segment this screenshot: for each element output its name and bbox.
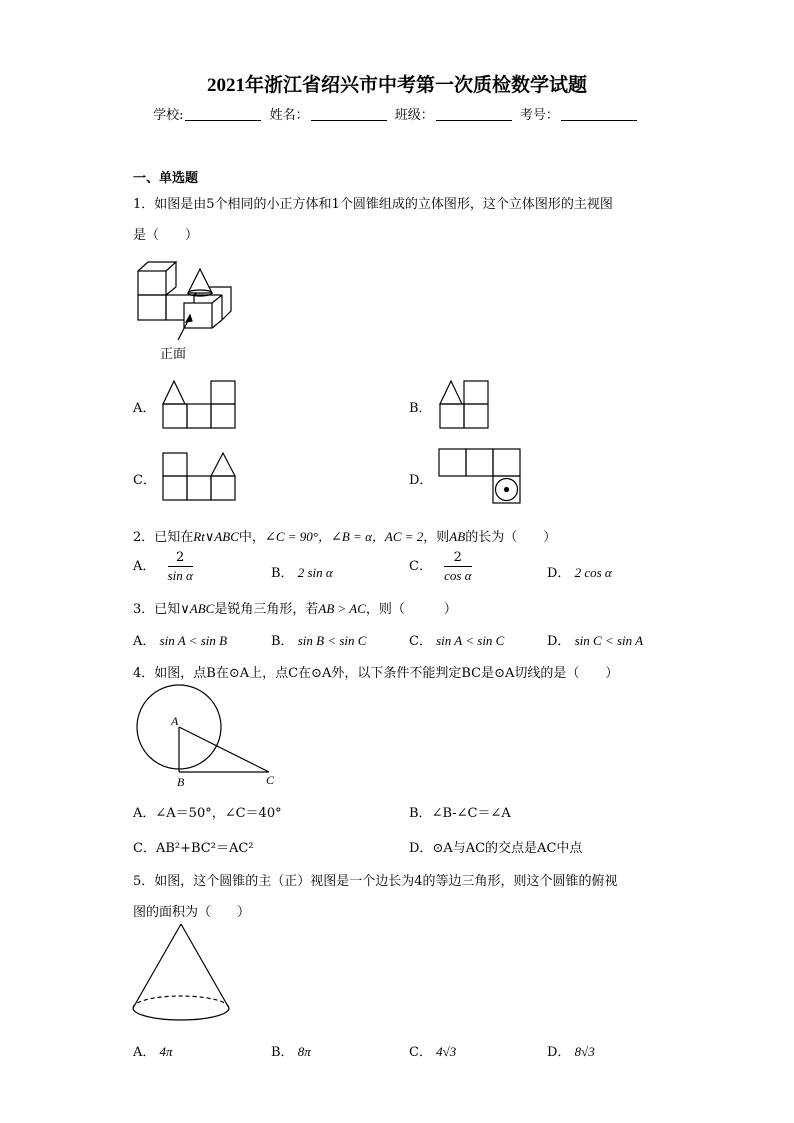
q5-option-a-label: A．	[133, 1045, 156, 1060]
section-heading: 一、单选题	[133, 171, 199, 186]
q2-option-a-num: 2	[168, 549, 193, 567]
q3-text-a: 3．已知	[133, 602, 181, 617]
q1-option-d-figure	[438, 448, 524, 506]
q1-option-d-label[interactable]: D．	[409, 473, 433, 488]
q4-option-b[interactable]	[409, 802, 511, 821]
q5-option-d[interactable]	[547, 1041, 595, 1060]
q3-stem	[133, 598, 457, 617]
q4-label-c: C	[266, 773, 275, 787]
q5-option-c-label: C．	[409, 1045, 432, 1060]
q2-text-b: 中，	[238, 530, 265, 545]
q5-option-b[interactable]	[271, 1041, 311, 1060]
q2-option-a[interactable]	[133, 549, 193, 584]
q5-stem-line1: 5．如图，这个圆锥的主（正）视图是一个边长为4的等边三角形，则这个圆锥的俯视	[133, 874, 618, 889]
q2-condition: ∠C = 90°，∠B = α，AC = 2	[264, 529, 424, 544]
q4-option-c-expr: AB²+BC²＝AC²	[155, 841, 254, 856]
q2-option-a-label: A．	[133, 559, 156, 574]
q1-option-c-label[interactable]: C．	[133, 473, 156, 488]
q2-text-d: 的长为（ ）	[465, 530, 557, 545]
q3-text-c: ，则（ ）	[365, 602, 457, 617]
name-blank[interactable]	[311, 108, 387, 121]
q2-option-c-num: 2	[444, 549, 471, 567]
q1-front-label: 正面	[160, 347, 187, 362]
school-label: 学校:	[153, 108, 184, 123]
q5-cone-figure	[130, 922, 236, 1026]
q3-option-b-expr: sin B < sin C	[297, 633, 367, 648]
q3-condition: AB > AC	[318, 601, 366, 616]
q3-option-c-label: C．	[409, 634, 432, 649]
q4-circle-figure	[133, 685, 283, 790]
q3-option-c-expr: sin A < sin C	[436, 633, 505, 648]
q2-triangle: Rt∨ABC	[193, 529, 239, 544]
q2-option-b-expr: 2 sin α	[297, 565, 333, 580]
class-blank[interactable]	[436, 108, 512, 121]
class-label: 班级：	[394, 108, 434, 123]
q4-option-d[interactable]	[409, 837, 582, 856]
q5-option-c[interactable]	[409, 1041, 456, 1060]
q4-option-d-label: D．	[409, 841, 433, 856]
q2-option-b-label: B．	[271, 566, 294, 581]
q3-option-d-label: D．	[547, 634, 571, 649]
q2-option-d-label: D．	[547, 566, 571, 581]
q5-option-d-label: D．	[547, 1045, 571, 1060]
q3-triangle: ∨ABC	[180, 601, 215, 616]
q1-stem-line2: 是（ ）	[133, 228, 199, 243]
q1-solid-figure	[130, 255, 240, 335]
q2-option-c-label: C．	[409, 559, 432, 574]
q3-text-b: 是锐角三角形，若	[214, 602, 319, 617]
q5-option-a-expr: 4π	[159, 1044, 173, 1059]
q2-option-c[interactable]	[409, 549, 472, 584]
q1-option-a-label[interactable]: A．	[133, 401, 156, 416]
q4-option-b-label: B．	[409, 806, 432, 821]
q3-option-a-label: A．	[133, 634, 156, 649]
q2-option-d-expr: 2 cos α	[574, 565, 612, 580]
exam-title: 2021年浙江省绍兴市中考第一次质检数学试题	[206, 75, 587, 96]
q4-option-c-label: C．	[133, 841, 156, 856]
q3-option-d[interactable]	[547, 630, 643, 649]
number-blank[interactable]	[561, 108, 637, 121]
q4-stem: 4．如图，点B在⊙A上，点C在⊙A外，以下条件不能判定BC是⊙A切线的是（ ）	[133, 666, 619, 681]
q1-option-b-figure	[439, 380, 491, 430]
q3-option-b[interactable]	[271, 630, 366, 649]
number-label: 考号：	[519, 108, 559, 123]
q3-option-d-expr: sin C < sin A	[574, 633, 644, 648]
q1-stem-line1: 1．如图是由5个相同的小正方体和1个圆锥组成的立体图形，这个立体图形的主视图	[133, 197, 613, 212]
q5-option-b-expr: 8π	[297, 1044, 311, 1059]
q1-option-a-figure	[162, 380, 238, 430]
q2-option-d[interactable]	[547, 562, 612, 581]
q4-option-c[interactable]	[133, 837, 254, 856]
q1-option-b-label[interactable]: B．	[409, 401, 432, 416]
q3-option-a-expr: sin A < sin B	[159, 633, 228, 648]
name-label: 姓名：	[269, 108, 309, 123]
q2-ab: AB	[449, 529, 466, 544]
q5-option-c-expr: 4√3	[436, 1044, 457, 1059]
q4-label-a: A	[171, 714, 179, 728]
q2-option-c-den: cos α	[444, 568, 472, 583]
q2-option-b[interactable]	[271, 562, 333, 581]
q3-option-c[interactable]	[409, 630, 504, 649]
student-info-line	[0, 104, 794, 123]
q3-option-a[interactable]	[133, 630, 227, 649]
q4-option-d-expr: ⊙A与AC的交点是AC中点	[432, 841, 583, 856]
q4-option-b-expr: ∠B-∠C＝∠A	[431, 806, 511, 821]
q5-stem-line2: 图的面积为（ ）	[133, 905, 251, 920]
q5-option-a[interactable]	[133, 1041, 173, 1060]
q3-option-b-label: B．	[271, 634, 294, 649]
q4-option-a-label: A．	[133, 806, 156, 821]
school-blank[interactable]	[185, 108, 261, 121]
q4-option-a[interactable]	[133, 802, 282, 821]
q5-option-b-label: B．	[271, 1045, 294, 1060]
q2-stem	[133, 526, 556, 545]
q2-text-a: 2．已知在	[133, 530, 194, 545]
q1-option-c-figure	[162, 452, 238, 502]
q4-option-a-expr: ∠A＝50°，∠C＝40°	[155, 806, 282, 821]
q2-option-a-den: sin α	[167, 568, 193, 583]
q4-label-b: B	[177, 775, 185, 789]
q5-option-d-expr: 8√3	[574, 1044, 595, 1059]
q2-text-c: ，则	[423, 530, 450, 545]
